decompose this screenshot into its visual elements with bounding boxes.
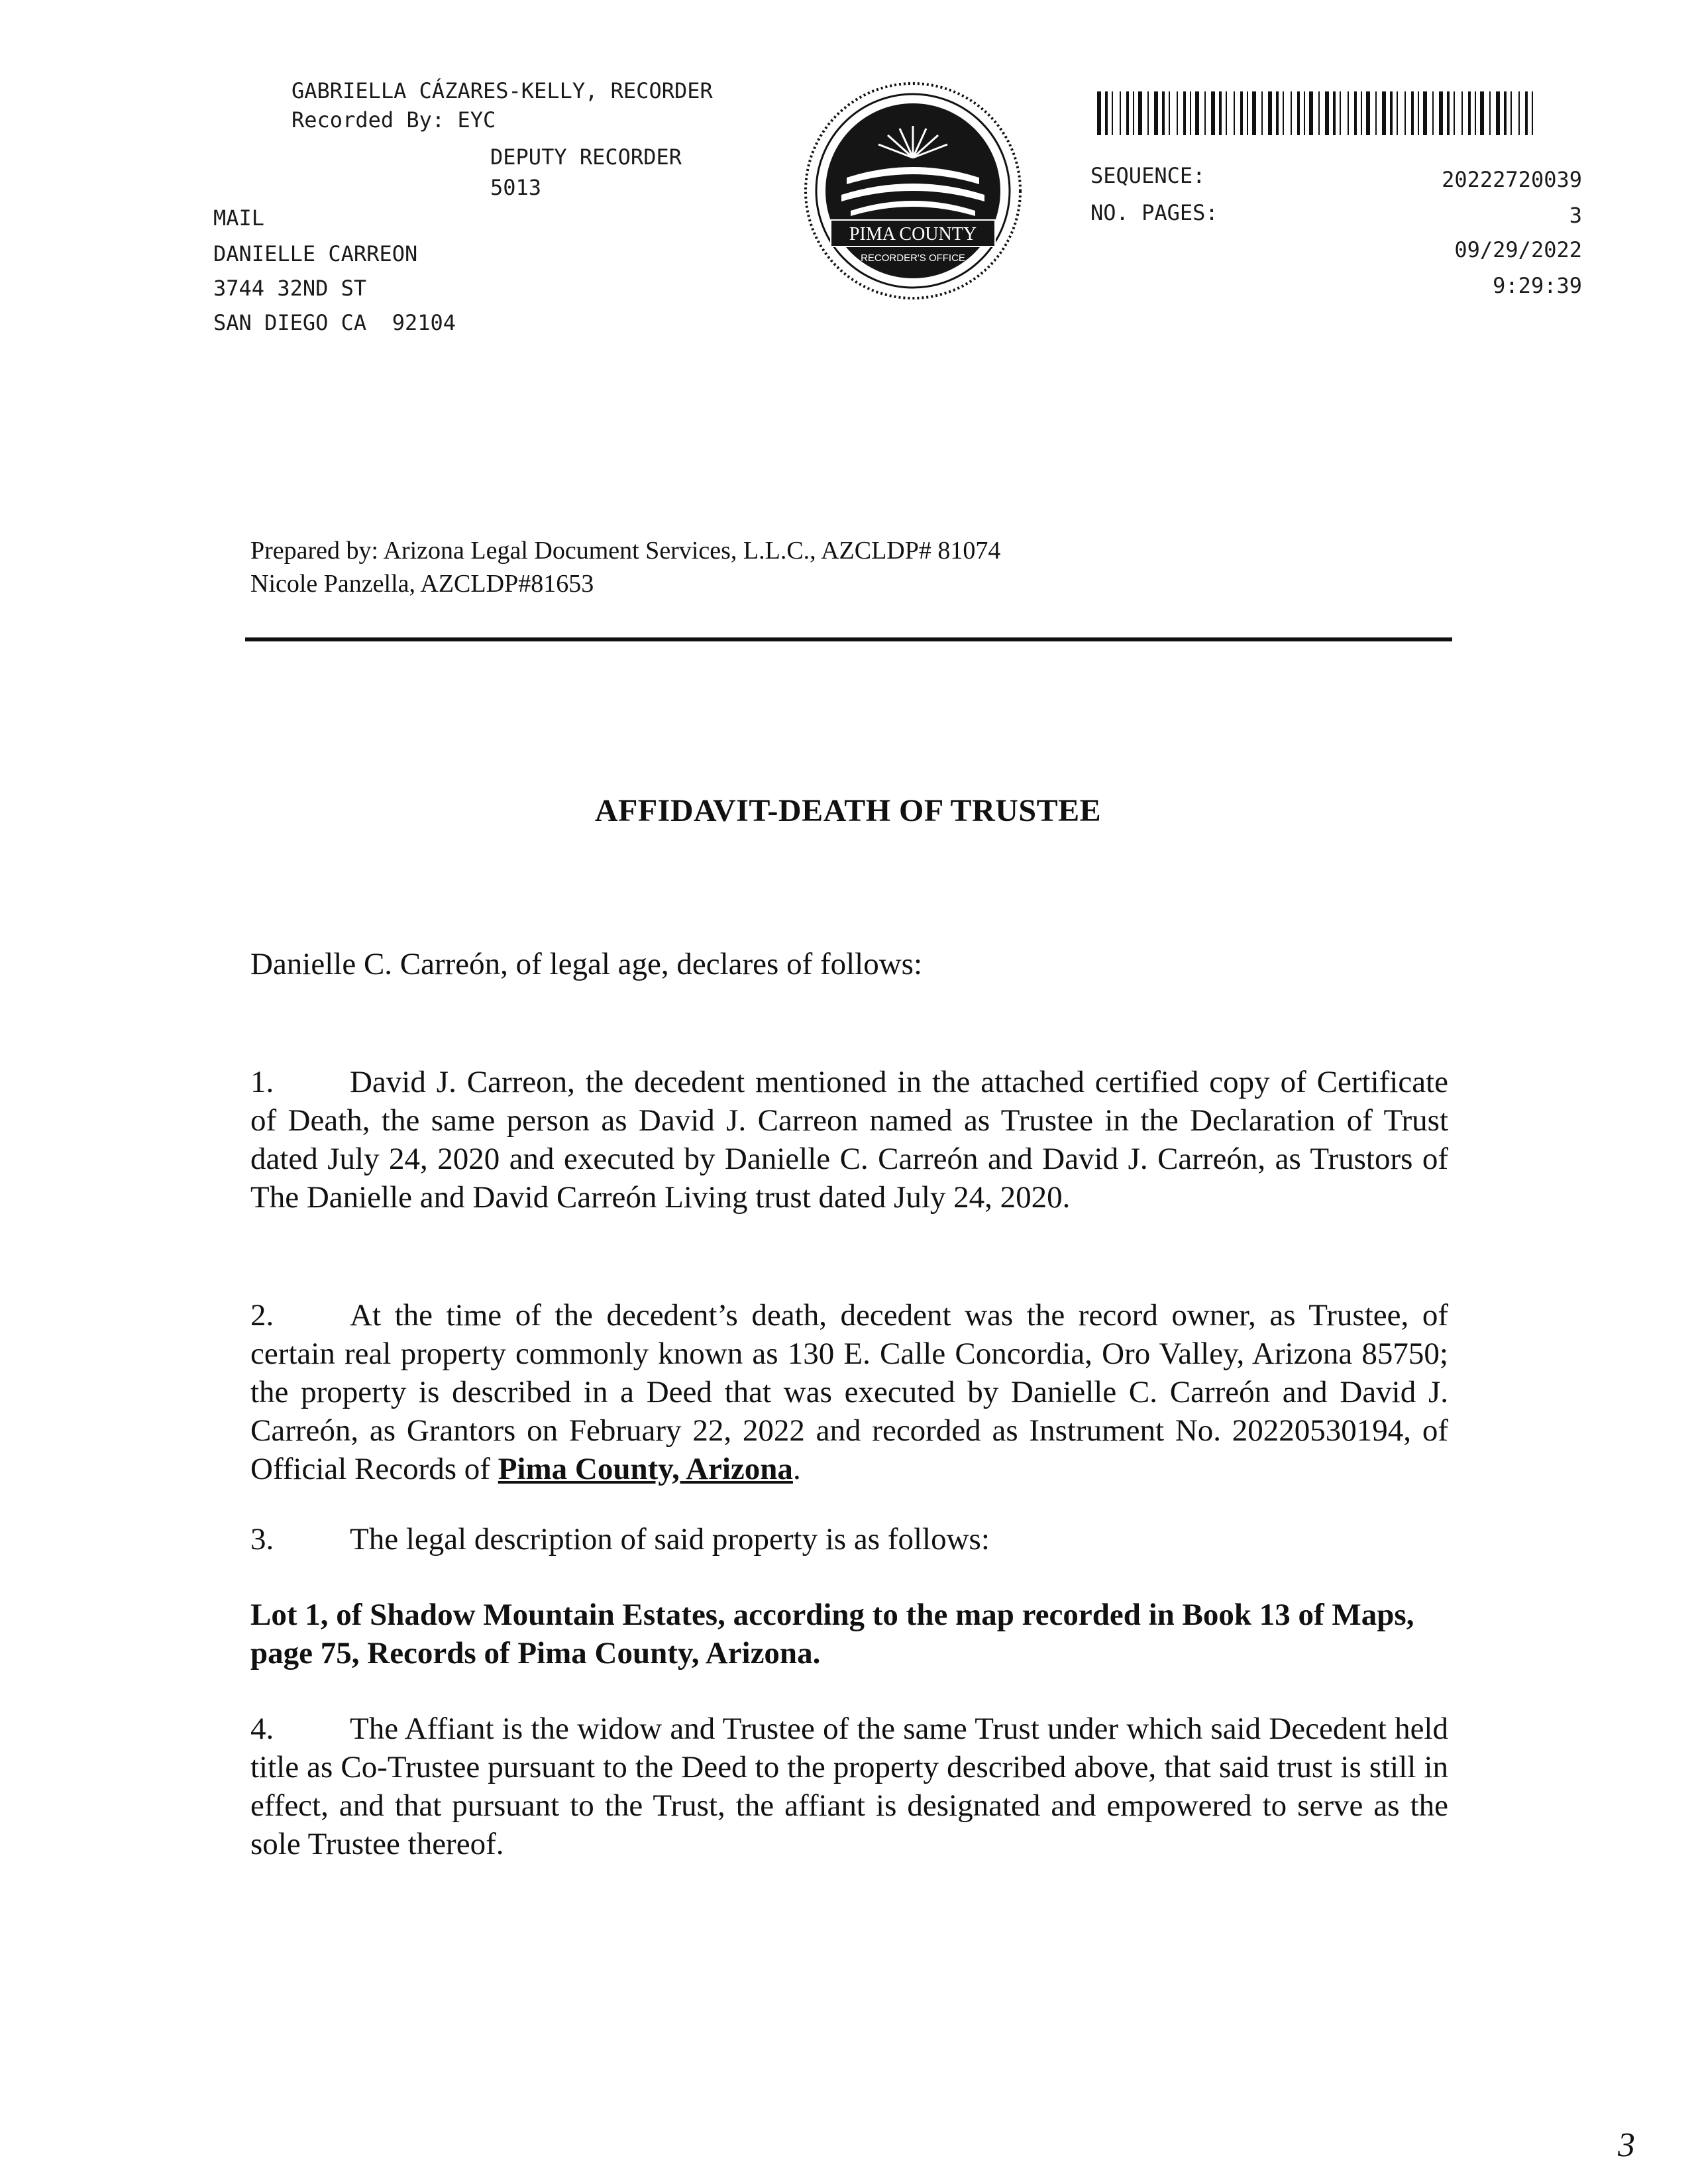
barcode-bar xyxy=(1195,91,1199,135)
mail-name: DANIELLE CARREON xyxy=(213,241,418,266)
mail-label: MAIL xyxy=(213,205,265,231)
barcode-bar xyxy=(1252,91,1256,135)
legal-description: Lot 1, of Shadow Mountain Estates, according to the map recorded in Book 13 of Maps, page 75, Records of Pima County, Arizona. xyxy=(250,1598,1414,1670)
barcode-bar xyxy=(1333,91,1336,135)
barcode-bar xyxy=(1309,91,1313,135)
prepared-by-block xyxy=(250,534,1000,600)
recorder-name: GABRIELLA CÁZARES-KELLY, RECORDER xyxy=(292,78,713,103)
barcode-bar xyxy=(1489,91,1491,135)
paragraph-4 xyxy=(250,1710,1448,1863)
barcode-bar xyxy=(1366,91,1370,135)
barcode-bar xyxy=(1510,91,1512,135)
mail-street: 3744 32ND ST xyxy=(213,276,367,301)
barcode-bar xyxy=(1276,91,1279,135)
seal-text-main: PIMA COUNTY xyxy=(849,224,977,245)
barcode-bar xyxy=(1297,91,1300,135)
paragraph-4-text: The Affiant is the widow and Trustee of the same Trust under which said Decedent held title as Co-Trustee pursuant to the Deed to the property described above, that said trust is still in effect, and that pursuant to the Trust, the affiant is designated and empowered to serve as the sole Trustee thereof. xyxy=(250,1712,1448,1861)
prepared-by-line-1: Prepared by: Arizona Legal Document Services, L.L.C., AZCLDP# 81074 xyxy=(250,537,1001,565)
barcode-bar xyxy=(1204,91,1206,135)
barcode-bar xyxy=(1190,91,1191,135)
barcode-bar xyxy=(1240,91,1243,135)
barcode-bar xyxy=(1348,91,1349,135)
intro-paragraph: Danielle C. Carreón, of legal age, declares of follows: xyxy=(250,947,923,981)
barcode-bar xyxy=(1423,91,1427,135)
barcode-bar xyxy=(1468,91,1471,135)
barcode-bar xyxy=(1525,91,1528,135)
barcode-bar xyxy=(1133,91,1134,135)
pima-county-seal-icon xyxy=(800,78,1026,303)
paragraph-2 xyxy=(250,1296,1448,1488)
barcode-bar xyxy=(1397,91,1398,135)
document-title: AFFIDAVIT-DEATH OF TRUSTEE xyxy=(594,793,1102,828)
barcode-bar xyxy=(1496,91,1500,135)
paragraph-1-number: 1. xyxy=(250,1065,274,1099)
barcode-bar xyxy=(1162,91,1165,135)
barcode-bar xyxy=(1291,91,1292,135)
prepared-by-line-2: Nicole Panzella, AZCLDP#81653 xyxy=(250,570,594,598)
barcode-bar xyxy=(1382,91,1386,135)
barcode-bar xyxy=(1154,91,1158,135)
record-date: 09/29/2022 xyxy=(1454,237,1582,262)
barcode-bar xyxy=(1418,91,1419,135)
barcode-bar xyxy=(1340,91,1341,135)
deputy-title: DEPUTY RECORDER xyxy=(490,144,682,170)
barcode-bar xyxy=(1504,91,1507,135)
barcode-bar xyxy=(1439,91,1443,135)
paragraph-2-end: . xyxy=(792,1452,801,1486)
barcode-bar xyxy=(1461,91,1463,135)
barcode-bar xyxy=(1261,91,1263,135)
barcode-bar xyxy=(1169,91,1170,135)
paragraph-3-number: 3. xyxy=(250,1522,274,1556)
barcode-bar xyxy=(1120,91,1121,135)
paragraph-1-text: David J. Carreon, the decedent mentioned in the attached certified copy of Certificate of Death, the same person as David J. Carreon named as Trustee in the Declaration of Trust dated July 24, 2020 and executed by Danielle C. Carreón and David J. Carreón, as Trustors of The Danielle and David Carreón Living trust dated July 24, 2020. xyxy=(250,1065,1448,1215)
barcode-bar xyxy=(1138,91,1142,135)
barcode-bar xyxy=(1126,91,1129,135)
barcode-bar xyxy=(1234,91,1235,135)
barcode-bar xyxy=(1361,91,1362,135)
barcode-bar xyxy=(1432,91,1434,135)
mail-city: SAN DIEGO CA 92104 xyxy=(213,310,456,335)
barcode-bar xyxy=(1226,91,1227,135)
barcode-bar xyxy=(1318,91,1320,135)
barcode-bar xyxy=(1325,91,1329,135)
barcode-bar xyxy=(1097,91,1101,135)
header-divider xyxy=(245,637,1452,641)
barcode-bar xyxy=(1390,91,1393,135)
deputy-number: 5013 xyxy=(490,175,542,200)
barcode-bar xyxy=(1183,91,1186,135)
sequence-label: SEQUENCE: xyxy=(1090,163,1206,188)
pages-value: 3 xyxy=(1569,203,1582,228)
barcode-bar xyxy=(1532,91,1533,135)
barcode-bar xyxy=(1480,91,1484,135)
barcode-bar xyxy=(1518,91,1520,135)
barcode-bar xyxy=(1354,91,1357,135)
barcode-bar xyxy=(1247,91,1248,135)
paragraph-3-text: The legal description of said property is as follows: xyxy=(350,1522,990,1556)
barcode-bar xyxy=(1447,91,1450,135)
barcode-bar xyxy=(1219,91,1222,135)
recorded-by: Recorded By: EYC xyxy=(292,107,496,133)
barcode-bar xyxy=(1304,91,1305,135)
barcode-bar xyxy=(1268,91,1272,135)
barcode-bar xyxy=(1105,91,1108,135)
page-mark: 3 xyxy=(1618,2126,1635,2164)
barcode-bar xyxy=(1147,91,1149,135)
barcode-bar xyxy=(1211,91,1215,135)
paragraph-4-number: 4. xyxy=(250,1712,274,1746)
paragraph-2-text: At the time of the decedent’s death, decedent was the record owner, as Trustee, of certain real property commonly known as 130 E. Calle Concordia, Oro Valley, Arizona 85750; the property is described in a Deed that was executed by Danielle C. Carreón and David J. Carreón, as Grantors on February 22, 2022 and recorded as Instrument No. 20220530194, of Official Records of xyxy=(250,1298,1448,1486)
record-time: 9:29:39 xyxy=(1493,273,1582,298)
sequence-value: 20222720039 xyxy=(1442,167,1582,192)
barcode-bar xyxy=(1475,91,1476,135)
barcode-bar xyxy=(1177,91,1178,135)
paragraph-3 xyxy=(250,1520,1448,1558)
barcode-bar xyxy=(1375,91,1377,135)
barcode-bar xyxy=(1112,91,1113,135)
seal-text-sub: RECORDER'S OFFICE xyxy=(861,252,965,264)
barcode-bar xyxy=(1283,91,1284,135)
barcode-icon xyxy=(1097,91,1538,135)
barcode-bar xyxy=(1404,91,1406,135)
county-link: Pima County, Arizona xyxy=(498,1452,793,1486)
barcode-bar xyxy=(1454,91,1455,135)
paragraph-2-number: 2. xyxy=(250,1298,274,1333)
paragraph-1 xyxy=(250,1063,1448,1217)
barcode-bar xyxy=(1411,91,1414,135)
pages-label: NO. PAGES: xyxy=(1090,200,1218,225)
